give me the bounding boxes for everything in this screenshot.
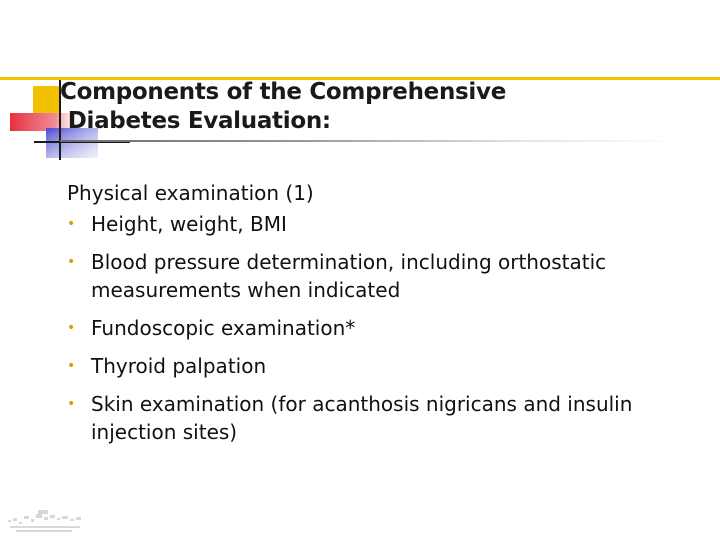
bullet-icon: •: [67, 254, 76, 270]
list-item: [67, 248, 687, 304]
list-item-text: Skin examination (for acanthosis nigricans and insulin injection sites): [91, 392, 633, 444]
slide-title-line-2: Diabetes Evaluation:: [60, 108, 331, 134]
section-heading: Physical examination (1): [67, 181, 314, 205]
faded-logo-watermark: [6, 506, 86, 538]
list-item: [67, 390, 687, 446]
list-item-text: Height, weight, BMI: [91, 212, 287, 236]
bullet-list: [67, 210, 687, 446]
list-item-text: Blood pressure determination, including orthostatic measurements when indicated: [91, 250, 607, 302]
list-item-text: Fundoscopic examination*: [91, 316, 356, 340]
slide-body: [67, 176, 687, 456]
list-item: [67, 314, 687, 342]
title-underline: [60, 140, 680, 142]
bullet-icon: •: [67, 358, 76, 374]
bullet-icon: •: [67, 320, 76, 336]
list-item: [67, 352, 687, 380]
bullet-icon: •: [67, 396, 76, 412]
slide-title-line-1: Components of the Comprehensive: [60, 79, 507, 105]
slide-title: [60, 78, 506, 136]
list-item-text: Thyroid palpation: [91, 354, 267, 378]
bullet-icon: •: [67, 216, 76, 232]
list-item: [67, 210, 687, 238]
